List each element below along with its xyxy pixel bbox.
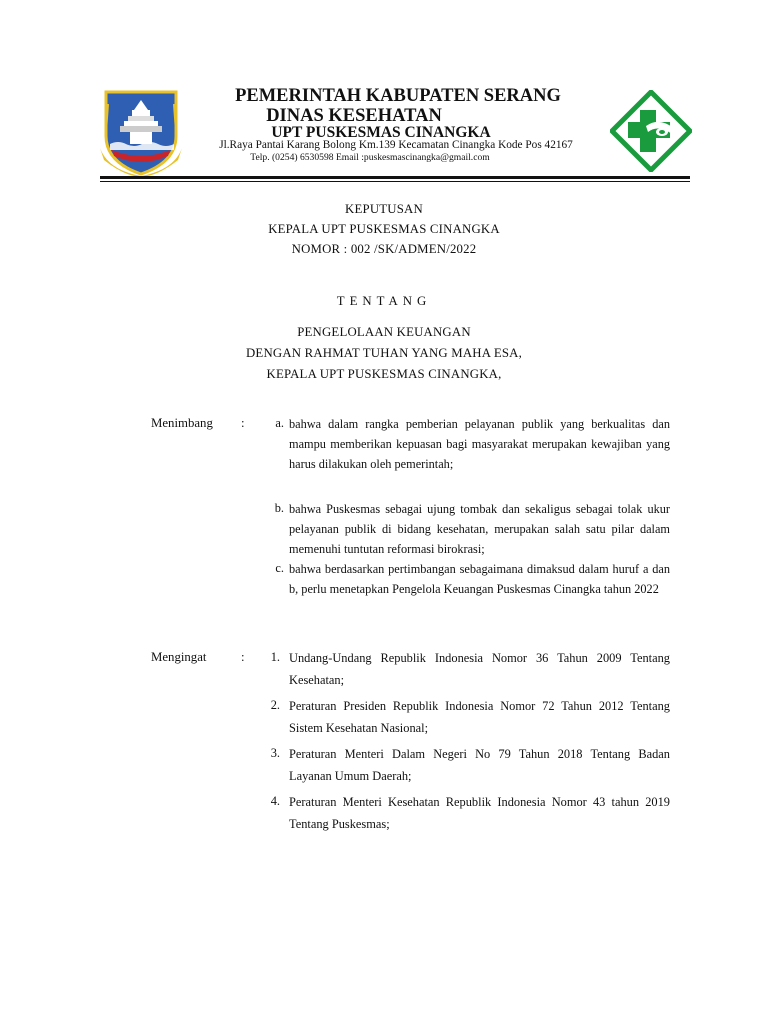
list-item-text: Undang-Undang Republik Indonesia Nomor 36 Tahun 2009 Tentang Kesehatan; bbox=[289, 651, 670, 687]
list-item-mark: 4. bbox=[270, 794, 280, 808]
list-item-text: Peraturan Menteri Dalam Negeri No 79 Tahun 2018 Tentang Badan Layanan Umum Daerah; bbox=[289, 747, 670, 783]
decree-invocation: DENGAN RAHMAT TUHAN YANG MAHA ESA, bbox=[245, 346, 523, 360]
decree-number: NOMOR : 002 /SK/ADMEN/2022 bbox=[291, 242, 477, 256]
letterhead-unit: UPT PUSKESMAS CINANGKA bbox=[271, 124, 491, 141]
section-label: Menimbang bbox=[151, 416, 213, 430]
list-item-mark: c. bbox=[275, 561, 284, 575]
section-colon: : bbox=[241, 416, 245, 430]
list-item-text: bahwa dalam rangka pemberian pelayanan publik yang berkualitas dan mampu memberikan kepuasan bagi masyarakat merupakan kewajiban yang harus dilakukan oleh pemerintah; bbox=[289, 417, 670, 471]
list-item-text: Peraturan Menteri Kesehatan Republik Indonesia Nomor 43 tahun 2019 Tentang Puskesmas; bbox=[289, 795, 670, 831]
list-item-mark: a. bbox=[275, 416, 284, 430]
list-item-text: bahwa berdasarkan pertimbangan sebagaimana dimaksud dalam huruf a dan b, perlu menetapkan Pengelola Keuangan Puskesmas Cinangka tahun 2022 bbox=[289, 562, 670, 596]
decree-heading: KEPUTUSAN bbox=[345, 202, 423, 216]
list-item-mark: b. bbox=[274, 501, 284, 515]
list-item-mark: 1. bbox=[270, 650, 280, 664]
decree-issuer: KEPALA UPT PUSKESMAS CINANGKA bbox=[268, 222, 500, 236]
list-item-text: bahwa Puskesmas sebagai ujung tombak dan sekaligus sebagai tolak ukur pelayanan publik di bidang kesehatan, merupakan salah satu pilar dalam memenuhi tuntutan reformasi birokrasi; bbox=[289, 502, 670, 556]
list-item-mark: 3. bbox=[270, 746, 280, 760]
decree-about-label: TENTANG bbox=[336, 294, 432, 308]
letterhead-address: Jl.Raya Pantai Karang Bolong Km.139 Kecamatan Cinangka Kode Pos 42167 bbox=[219, 139, 573, 151]
letterhead-rule-thin bbox=[100, 181, 690, 182]
letterhead-government: PEMERINTAH KABUPATEN SERANG bbox=[235, 86, 561, 106]
list-item-text: Peraturan Presiden Republik Indonesia Nomor 72 Tahun 2012 Tentang Sistem Kesehatan Nasional; bbox=[289, 699, 670, 735]
decree-subject: PENGELOLAAN KEUANGAN bbox=[297, 325, 471, 339]
section-label: Mengingat bbox=[151, 650, 207, 664]
letterhead-department: DINAS KESEHATAN bbox=[266, 106, 442, 126]
decree-issuer-closing: KEPALA UPT PUSKESMAS CINANGKA, bbox=[266, 367, 502, 381]
letterhead-contact: Telp. (0254) 6530598 Email :puskesmascinangka@gmail.com bbox=[250, 152, 490, 163]
letterhead-rule-thick bbox=[100, 176, 690, 179]
section-colon: : bbox=[241, 650, 245, 664]
list-item-mark: 2. bbox=[270, 698, 280, 712]
